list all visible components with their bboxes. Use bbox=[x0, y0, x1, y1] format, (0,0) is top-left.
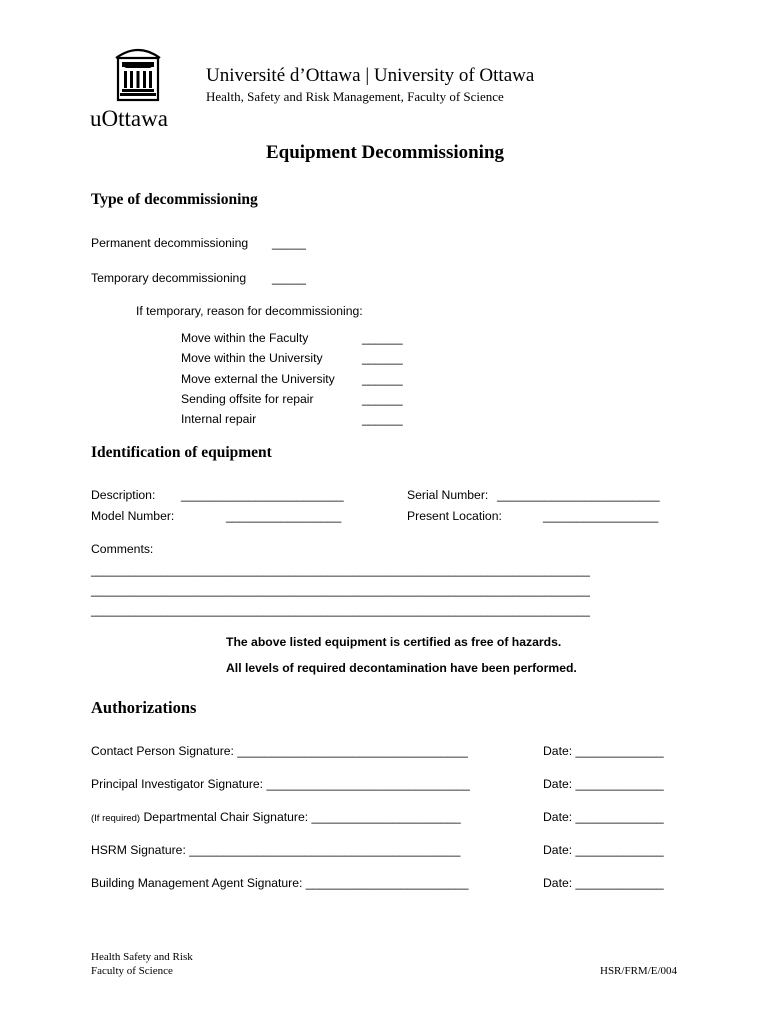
form-title: Equipment Decommissioning bbox=[265, 142, 505, 163]
date-label: Date: bbox=[543, 876, 573, 890]
present-location-label: Present Location: bbox=[407, 509, 502, 523]
certification-hazards: The above listed equipment is certified as free of hazards. bbox=[226, 635, 562, 649]
logo-wordmark: uOttawa bbox=[90, 106, 168, 131]
model-number-label: Model Number: bbox=[91, 509, 175, 523]
reason-label-faculty: Move within the Faculty bbox=[181, 331, 309, 345]
reason-prompt: If temporary, reason for decommissioning: bbox=[136, 304, 363, 318]
description-blank[interactable]: ________________________ bbox=[181, 488, 344, 502]
present-location-blank[interactable]: _________________ bbox=[543, 509, 659, 523]
contact-signature-label: Contact Person Signature: bbox=[91, 744, 234, 758]
date-label: Date: bbox=[543, 744, 573, 758]
reason-label-external: Move external the University bbox=[181, 372, 335, 386]
authorizations-heading: Authorizations bbox=[91, 698, 197, 717]
serial-number-blank[interactable]: ________________________ bbox=[497, 488, 660, 502]
reason-label-offsite: Sending offsite for repair bbox=[181, 392, 314, 406]
contact-date-row bbox=[543, 744, 664, 758]
building-agent-signature-label: Building Management Agent Signature: bbox=[91, 876, 303, 890]
footer-faculty-line: Faculty of Science bbox=[91, 965, 173, 977]
date-blank[interactable]: _____________ bbox=[575, 777, 664, 791]
pi-signature-label: Principal Investigator Signature: bbox=[91, 777, 264, 791]
permanent-blank[interactable]: _____ bbox=[272, 236, 306, 250]
serial-number-label: Serial Number: bbox=[407, 488, 489, 502]
footer-unit-line: Health Safety and Risk bbox=[91, 951, 193, 963]
reason-blank-external[interactable]: ______ bbox=[362, 372, 403, 386]
chair-signature-blank[interactable]: ______________________ bbox=[311, 810, 461, 824]
hsrm-signature-label: HSRM Signature: bbox=[91, 843, 186, 857]
pi-signature-blank[interactable]: ______________________________ bbox=[266, 777, 470, 791]
date-blank[interactable]: _____________ bbox=[575, 876, 664, 890]
temporary-label: Temporary decommissioning bbox=[91, 271, 247, 285]
chair-signature-label: Departmental Chair Signature: bbox=[143, 810, 309, 824]
building-agent-signature-row bbox=[91, 876, 468, 890]
comment-line[interactable]: ______________________________________________________________________________ bbox=[91, 605, 590, 617]
comment-line[interactable]: ______________________________________________________________________________ bbox=[91, 565, 590, 577]
date-blank[interactable]: _____________ bbox=[575, 810, 664, 824]
building-agent-signature-blank[interactable]: ________________________ bbox=[305, 876, 469, 890]
date-blank[interactable]: _____________ bbox=[575, 744, 664, 758]
date-label: Date: bbox=[543, 810, 573, 824]
contact-signature-blank[interactable]: __________________________________ bbox=[237, 744, 468, 758]
pi-date-row bbox=[543, 777, 664, 791]
form-code: HSR/FRM/E/004 bbox=[600, 965, 678, 977]
contact-signature-row bbox=[91, 744, 468, 758]
reason-blank-offsite[interactable]: ______ bbox=[362, 392, 403, 406]
permanent-label: Permanent decommissioning bbox=[91, 236, 249, 250]
reason-blank-internal[interactable]: ______ bbox=[362, 412, 403, 426]
date-blank[interactable]: _____________ bbox=[575, 843, 664, 857]
certification-decontamination: All levels of required decontamination have been performed. bbox=[226, 661, 577, 675]
hsrm-signature-blank[interactable]: ________________________________________ bbox=[189, 843, 461, 857]
comment-line[interactable]: ______________________________________________________________________________ bbox=[91, 585, 590, 597]
comments-label: Comments: bbox=[91, 542, 154, 556]
reason-blank-faculty[interactable]: ______ bbox=[362, 331, 403, 345]
model-number-blank[interactable]: _________________ bbox=[226, 509, 342, 523]
chair-date-row bbox=[543, 810, 664, 824]
department-name: Health, Safety and Risk Management, Faculty of Science bbox=[206, 89, 504, 104]
university-building-icon bbox=[112, 44, 164, 102]
reason-label-internal: Internal repair bbox=[181, 412, 257, 426]
chair-signature-row bbox=[91, 810, 461, 824]
if-required-note: (If required) bbox=[91, 813, 141, 824]
reason-blank-university[interactable]: ______ bbox=[362, 351, 403, 365]
hsrm-signature-row bbox=[91, 843, 460, 857]
building-agent-date-row bbox=[543, 876, 664, 890]
description-label: Description: bbox=[91, 488, 156, 502]
pi-signature-row bbox=[91, 777, 470, 791]
date-label: Date: bbox=[543, 777, 573, 791]
hsrm-date-row bbox=[543, 843, 664, 857]
reason-label-university: Move within the University bbox=[181, 351, 323, 365]
university-name: Université d’Ottawa | University of Ottawa bbox=[206, 65, 535, 86]
date-label: Date: bbox=[543, 843, 573, 857]
type-heading: Type of decommissioning bbox=[91, 191, 258, 208]
temporary-blank[interactable]: _____ bbox=[272, 271, 306, 285]
identification-heading: Identification of equipment bbox=[91, 444, 272, 461]
